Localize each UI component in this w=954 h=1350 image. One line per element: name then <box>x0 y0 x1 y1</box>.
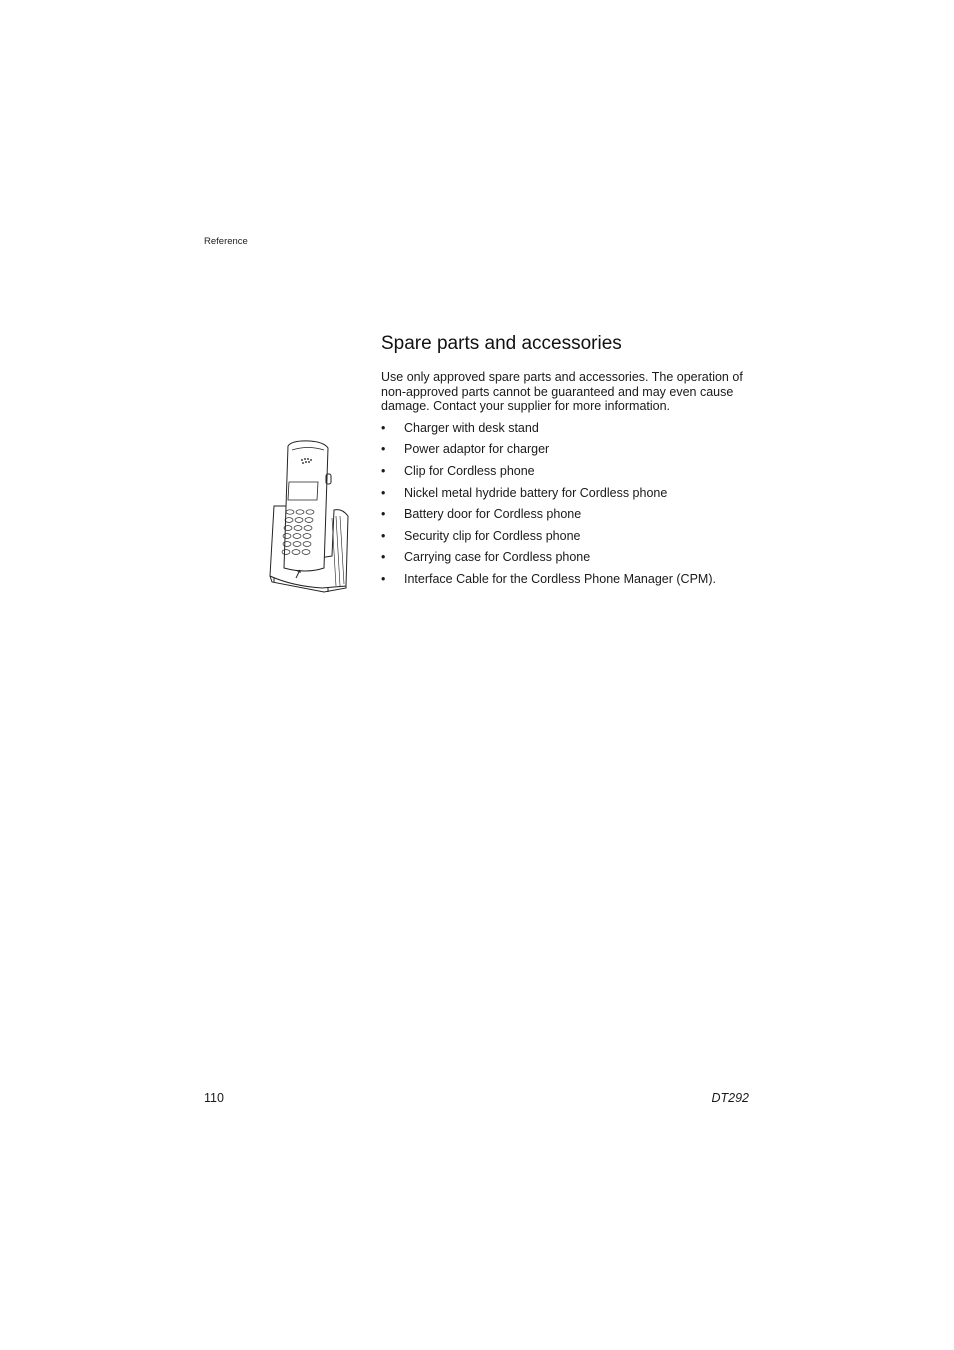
list-item <box>381 464 751 479</box>
bullet: • <box>381 571 386 586</box>
running-head: Reference <box>204 236 248 247</box>
intro-paragraph: Use only approved spare parts and accessories. The operation of non-approved parts cannot be guaranteed and may even cause damage. Contact your supplier for more information. <box>381 370 743 414</box>
list-item <box>381 486 751 501</box>
bullet: • <box>381 463 386 478</box>
page-number: 110 <box>204 1091 224 1105</box>
bullet: • <box>381 507 386 522</box>
bullet: • <box>381 528 386 543</box>
list-item-text: Interface Cable for the Cordless Phone Manager (CPM). <box>404 571 716 586</box>
list-item-text: Security clip for Cordless phone <box>404 528 581 543</box>
cordless-phone-in-charger-icon <box>262 436 354 594</box>
model-name: DT292 <box>711 1091 749 1105</box>
bullet: • <box>381 485 386 500</box>
list-item <box>381 572 751 587</box>
list-item-text: Carrying case for Cordless phone <box>404 550 591 565</box>
list-item-text: Clip for Cordless phone <box>404 463 535 478</box>
list-item-text: Power adaptor for charger <box>404 442 550 457</box>
list-item <box>381 550 751 565</box>
parts-list <box>381 421 751 587</box>
list-item <box>381 529 751 544</box>
list-item <box>381 507 751 522</box>
list-item <box>381 421 751 436</box>
list-item-text: Nickel metal hydride battery for Cordless phone <box>404 485 668 500</box>
list-item-text: Battery door for Cordless phone <box>404 507 582 522</box>
bullet: • <box>381 420 386 435</box>
list-item-text: Charger with desk stand <box>404 420 539 435</box>
page-title: Spare parts and accessories <box>381 333 622 354</box>
list-item <box>381 442 751 457</box>
bullet: • <box>381 442 386 457</box>
bullet: • <box>381 550 386 565</box>
main-content <box>381 332 751 594</box>
